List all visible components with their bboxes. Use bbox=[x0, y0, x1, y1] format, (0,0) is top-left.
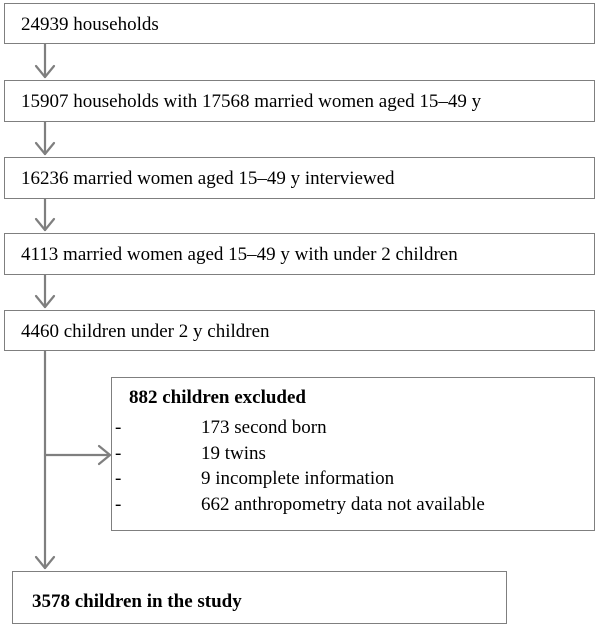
exclusion-item bbox=[115, 468, 395, 489]
step-households-women-text: 15907 households with 17568 married women aged 15–49 y bbox=[21, 91, 482, 112]
step-women-interviewed-box bbox=[4, 157, 595, 199]
bullet-dash: - bbox=[115, 417, 122, 438]
bullet-dash: - bbox=[115, 443, 122, 464]
step-households-box bbox=[4, 3, 595, 44]
step-households-women-box bbox=[4, 80, 595, 122]
step-households-text: 24939 households bbox=[21, 14, 159, 35]
exclusion-title: 882 children excluded bbox=[129, 387, 306, 408]
step-children-under2-box bbox=[4, 310, 595, 351]
exclusion-item bbox=[115, 417, 327, 438]
exclusion-item-text: 173 second born bbox=[201, 417, 327, 438]
exclusion-item-text: 662 anthropometry data not available bbox=[201, 494, 485, 515]
exclusion-item bbox=[115, 494, 485, 515]
step-women-under2-box bbox=[4, 233, 595, 275]
exclusion-item-text: 9 incomplete information bbox=[201, 468, 395, 489]
bullet-dash: - bbox=[115, 468, 122, 489]
exclusion-box bbox=[111, 377, 595, 531]
final-study-box bbox=[12, 571, 507, 624]
step-women-under2-text: 4113 married women aged 15–49 y with under 2 children bbox=[21, 244, 458, 265]
exclusion-item-text: 19 twins bbox=[201, 443, 266, 464]
bullet-dash: - bbox=[115, 494, 122, 515]
step-women-interviewed-text: 16236 married women aged 15–49 y interviewed bbox=[21, 168, 395, 189]
step-children-under2-text: 4460 children under 2 y children bbox=[21, 321, 270, 342]
exclusion-item bbox=[115, 443, 266, 464]
final-study-text: 3578 children in the study bbox=[32, 591, 242, 612]
